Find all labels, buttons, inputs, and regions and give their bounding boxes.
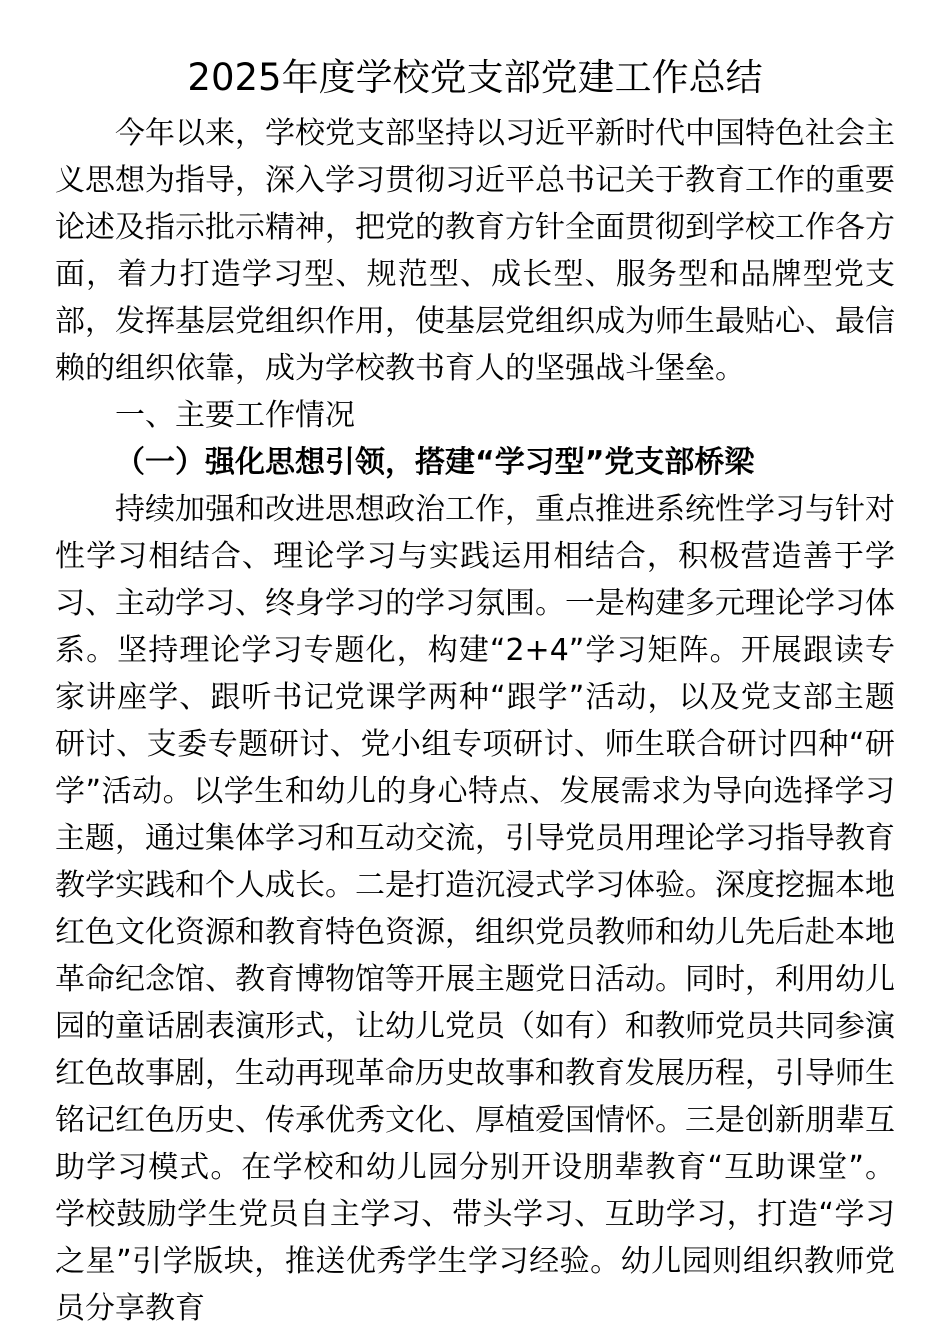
paragraph-subsection-one-body: 持续加强和改进思想政治工作，重点推进系统性学习与针对性学习相结合、理论学习与实践运用相结合，积极营造善于学习、主动学习、终身学习的学习氛围。一是构建多元理论学习体系。坚持理论学习专题化，构建“2+4”学习矩阵。开展跟读专家讲座学、跟听书记党课学两种“跟学”活动，以及党支部主题研讨、支委专题研讨、党小组专项研讨、师生联合研讨四种“研学”活动。以学生和幼儿的身心特点、发展需求为导向选择学习主题，通过集体学习和互动交流，引导党员用理论学习指导教育教学实践和个人成长。二是打造沉浸式学习体验。深度挖掘本地红色文化资源和教育特色资源，组织党员教师和幼儿先后赴本地革命纪念馆、教育博物馆等开展主题党日活动。同时，利用幼儿园的童话剧表演形式，让幼儿党员（如有）和教师党员共同参演红色故事剧，生动再现革命历史故事和教育发展历程，引导师生铭记红色历史、传承优秀文化、厚植爱国情怀。三是创新朋辈互助学习模式。在学校和幼儿园分别开设朋辈教育“互助课堂”。学校鼓励学生党员自主学习、带头学习、互助学习，打造“学习之星”引学版块，推送优秀学生学习经验。幼儿园则组织教师党员分享教育 (55, 492, 895, 1326)
document-content (55, 0, 895, 1332)
paragraph-intro: 今年以来，学校党支部坚持以习近平新时代中国特色社会主义思想为指导，深入学习贯彻习近平总书记关于教育工作的重要论述及指示批示精神，把党的教育方针全面贯彻到学校工作各方面，着力打造学习型、规范型、成长型、服务型和品牌型党支部，发挥基层党组织作用，使基层党组织成为师生最贴心、最信赖的组织依靠，成为学校教书育人的坚强战斗堡垒。 (55, 116, 895, 386)
page-title: 2025年度学校党支部党建工作总结 (187, 56, 763, 99)
subsection-heading-one: （一）强化思想引领，搭建“学习型”党支部桥梁 (115, 445, 755, 480)
section-heading-one: 一、主要工作情况 (115, 398, 355, 433)
